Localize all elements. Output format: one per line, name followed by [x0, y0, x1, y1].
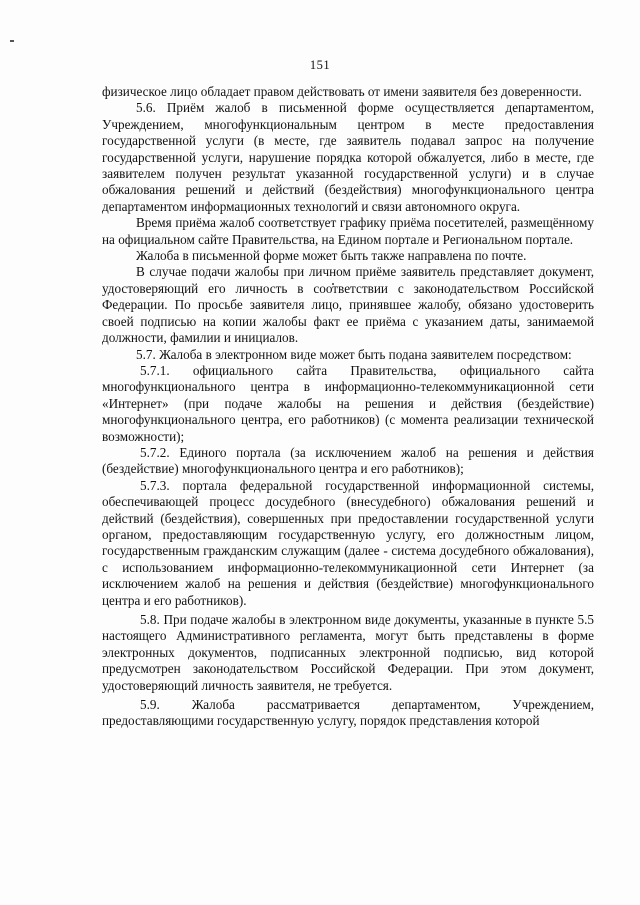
paragraph-by-mail: Жалоба в письменной форме может быть также направлена по почте.: [136, 248, 527, 264]
paragraph-reception-time: Время приёма жалоб соответствует графику приёма посетителей, размещённому на официальном сайте Правительства, на Едином портале и Региональном портале.: [102, 215, 594, 247]
paragraph-5-8: 5.8. При подаче жалобы в электронном виде документы, указанные в пункте 5.5 настоящего Административного регламента, могут быть представлены в форме электронных документов, подписанных электронной подписью, вид которой предусмотрен законодательством Российской Федерации. При этом документ, удостоверяющий личность заявителя, не требуется.: [102, 612, 594, 693]
page-number: 151: [309, 58, 331, 72]
paragraph-5-7-1: 5.7.1. официального сайта Правительства, официального сайта многофункционального центра в информационно-телекоммуникационной сети «Интернет» (при подаче жалобы на решения и действия (бездействие) многофункционального центра, его работников) (с момента реализации технической возможности);: [102, 362, 594, 444]
paragraph-personal-reception: В случае подачи жалобы при личном приёме заявитель представляет документ, удостоверяющий его личность в соответствии с законодательством Российской Федерации. По просьбе заявителя лицо, принявшее жалобу, обязано удостоверить своей подписью на копии жалобы факт ее приёма с указанием даты, занимаемой должности, фамилии и инициалов.: [102, 264, 594, 346]
paragraph-5-6: 5.6. Приём жалоб в письменной форме осуществляется департаментом, Учреждением, многофункциональным центром в месте предоставления государственной услуги (в месте, где заявитель подавал запрос на получение государственной услуги, нарушение порядка которой обжалуется, либо в месте, где заявителем получен результат указанной государственной услуги) и в случае обжалования решений и действий (бездействия) многофункционального центра департаментом информационных технологий и связи автономного округа.: [102, 100, 594, 214]
paragraph-5-9: 5.9. Жалоба рассматривается департаментом, Учреждением, предоставляющими государственную услугу, порядок представления которой: [102, 697, 594, 729]
scan-mark: [10, 40, 14, 42]
paragraph-5-7-2: 5.7.2. Единого портала (за исключением жалоб на решения и действия (бездействие) многофункционального центра и его работников);: [102, 444, 594, 477]
paragraph-5-7-3: 5.7.3. портала федеральной государственной информационной системы, обеспечивающей процесс досудебного (внесудебного) обжалования решений и действий (бездействия), совершенных при предоставлении государственной услуги органом, предоставляющим государственную услугу, его должностным лицом, государственным гражданским служащим (далее - система досудебного обжалования), с использованием информационно-телекоммуникационной сети Интернет (за исключением жалоб на решения и действия (бездействие) многофункционального центра и его работников).: [102, 477, 594, 608]
document-body: [102, 84, 594, 730]
paragraph-5-7: 5.7. Жалоба в электронном виде может быть подана заявителем посредством:: [136, 346, 572, 362]
paragraph-continuation: физическое лицо обладает правом действовать от имени заявителя без доверенности.: [102, 84, 582, 99]
